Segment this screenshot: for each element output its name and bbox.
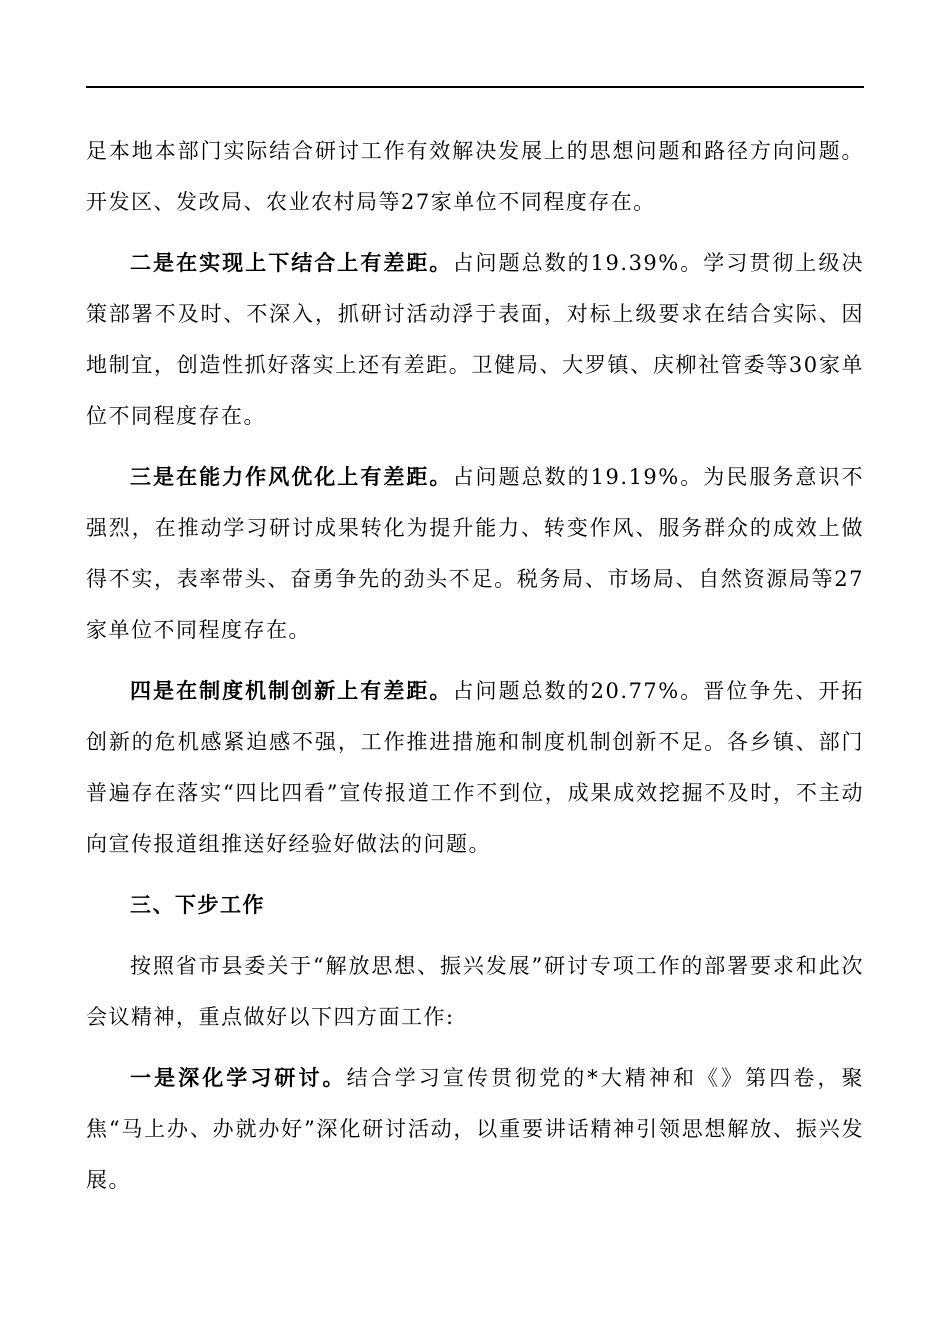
paragraph-point-two: [86, 238, 864, 442]
paragraph-text: 占问题总数的19.19%。为民服务意识不强烈，在推动学习研讨成果转化为提升能力、转变作风、服务群众的成效上做得不实，表率带头、奋勇争先的劲头不足。税务局、市场局、自然资源局等27家单位不同程度存在。: [86, 465, 865, 642]
paragraph-continuation: [86, 126, 864, 228]
paragraph-lead: 二是在实现上下结合上有差距。: [130, 251, 453, 275]
paragraph-lead: 一是深化学习研讨。: [130, 1066, 347, 1090]
paragraph-text: 结合学习宣传贯彻党的*大精神和《》第四卷，聚焦“马上办、办就办好”深化研讨活动，以重要讲话精神引领思想解放、振兴发展。: [86, 1066, 865, 1192]
document-body: [86, 126, 864, 1216]
paragraph-text: 按照省市县委关于“解放思想、振兴发展”研讨专项工作的部署要求和此次会议精神，重点做好以下四方面工作:: [86, 954, 864, 1029]
paragraph-intro: [86, 941, 864, 1043]
paragraph-text: 足本地本部门实际结合研讨工作有效解决发展上的思想问题和路径方向问题。开发区、发改局、农业农村局等27家单位不同程度存在。: [86, 139, 864, 214]
section-heading: 三、下步工作: [130, 893, 265, 917]
paragraph-text: 占问题总数的19.39%。学习贯彻上级决策部署不及时、不深入，抓研讨活动浮于表面，对标上级要求在结合实际、因地制宜，创造性抓好落实上还有差距。卫健局、大罗镇、庆柳社管委等30家单位不同程度存在。: [86, 251, 865, 428]
paragraph-lead: 三是在能力作风优化上有差距。: [130, 465, 453, 489]
paragraph-work-one: [86, 1053, 864, 1206]
paragraph-point-three: [86, 452, 864, 656]
paragraph-text: 占问题总数的20.77%。晋位争先、开拓创新的危机感紧迫感不强，工作推进措施和制度机制创新不足。各乡镇、部门普遍存在落实“四比四看”宣传报道工作不到位，成果成效挖掘不及时，不主动向宣传报道组推送好经验好做法的问题。: [86, 679, 865, 856]
header-rule: [86, 86, 864, 88]
paragraph-lead: 四是在制度机制创新上有差距。: [130, 679, 453, 703]
paragraph-point-four: [86, 666, 864, 870]
